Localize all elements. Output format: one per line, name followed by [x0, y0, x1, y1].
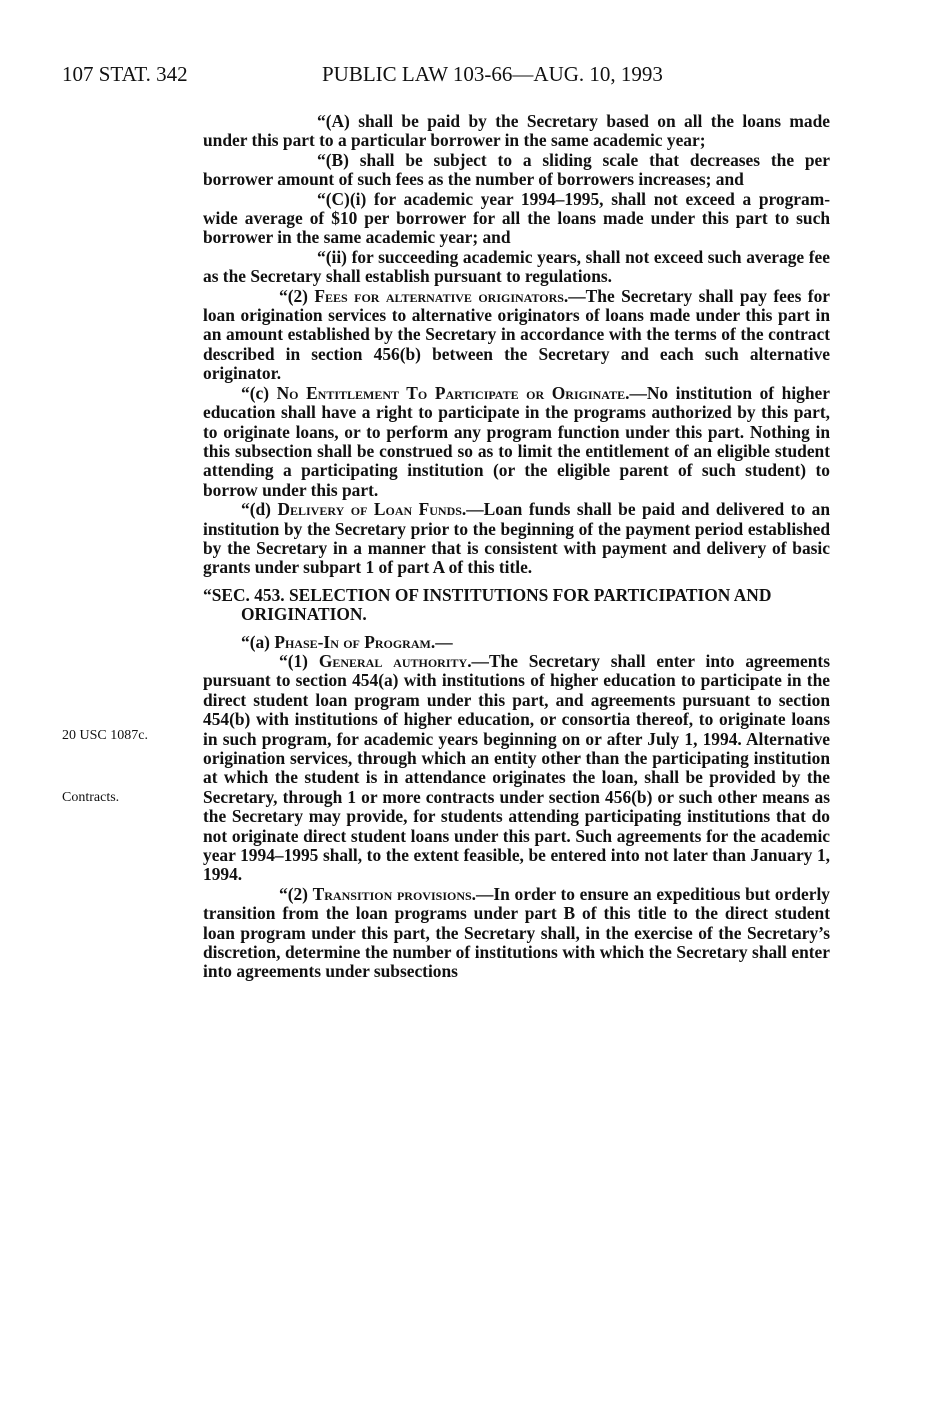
paragraph-heading: Fees for alternative originators. [314, 285, 569, 306]
paragraph-text: —The Secretary shall pay fees for loan origination services to alternative originators of loans made under this part in an amount established by the Secretary in accordance with the terms of the contract described in section 456(b) between the Secretary and each such alternative originator. [203, 285, 830, 384]
margin-note-contracts: Contracts. [62, 790, 120, 805]
paragraph-lead: “(2) [279, 285, 315, 306]
subsection-a-heading [203, 633, 830, 652]
subsection-c [203, 384, 830, 500]
paragraph-heading: Delivery of Loan Funds. [277, 499, 467, 520]
stat-page-number: 107 STAT. 342 [62, 62, 188, 86]
paragraph-lead: “(2) [279, 883, 313, 904]
paragraph-lead: “(c) [241, 382, 277, 403]
paragraph-text: —No institution of higher education shall have a right to participate in the programs authorized by this part, to originate loans, or to perform any program function under this part. Nothing in this subsection shall be construed so as to limit the entitlement of an eligible student attending a participating institution (or the eligible parent of such student) to borrow under this part. [203, 382, 830, 500]
paragraph-lead: “(1) [279, 650, 319, 671]
paragraph-text: —The Secretary shall enter into agreements pursuant to section 454(a) with institutions of higher education to participate in the direct student loan program under this part, and agreements pursuant to section 454(b) with institutions of higher education, or consortia thereof, to originate loans in such program, for academic years beginning on or after July 1, 1994. Alternative origination services, through which an entity other than the participating institution at which the student is in attendance originates the loan, shall be provided by the Secretary, through 1 or more contracts under section 456(b) or such other means as the Secretary may provide, for students attending participating institutions that do not originate direct student loans under this part. Such agreements for the academic year 1994–1995 shall, to the extent feasible, be entered into not later than January 1, 1994. [203, 650, 830, 885]
paragraph-b: “(B) shall be subject to a sliding scale that decreases the per borrower amount of such fees as the number of borrowers increases; and [203, 149, 830, 190]
section-heading-line2: ORIGINATION. [241, 604, 367, 625]
paragraph-text: — [435, 631, 453, 652]
paragraph-text: —Loan funds shall be paid and delivered to an institution by the Secretary prior to the beginning of the payment period established by the Secretary in a manner that is consistent with payment and delivery of basic grants under subpart 1 of part A of this title. [203, 499, 830, 578]
paragraph-a: “(A) shall be paid by the Secretary based on all the loans made under this part to a particular borrower in the same academic year; [203, 111, 830, 151]
paragraph-lead: “(a) [241, 631, 275, 652]
paragraph-heading: General authority. [318, 650, 472, 671]
statute-body [203, 112, 830, 982]
paragraph-c-i: “(C)(i) for academic year 1994–1995, shall not exceed a program-wide average of $10 per borrower for all the loans made under this part to such borrower in the same academic year; and [203, 188, 830, 248]
subsection-d [203, 500, 830, 578]
public-law-title: PUBLIC LAW 103-66—AUG. 10, 1993 [322, 62, 663, 86]
section-heading-line1: “SEC. 453. SELECTION OF INSTITUTIONS FOR PARTICIPATION AND [203, 584, 772, 605]
margin-note-usc: 20 USC 1087c. [62, 728, 148, 743]
paragraph-lead: “(d) [241, 499, 278, 520]
paragraph-heading: Phase-In of Program. [274, 631, 436, 652]
paragraph-heading: No Entitlement To Participate or Originate. [276, 382, 630, 403]
paragraph-1-general-authority [203, 652, 830, 885]
paragraph-c-ii: “(ii) for succeeding academic years, shall not exceed such average fee as the Secretary shall establish pursuant to regulations. [203, 246, 830, 287]
section-heading [203, 586, 830, 625]
paragraph-2-transition [203, 885, 830, 982]
paragraph-2-fees [203, 287, 830, 384]
running-header [62, 62, 822, 92]
paragraph-text: —In order to ensure an expeditious but orderly transition from the loan programs under part B of this title to the direct student loan program under this part, the Secretary shall, in the exercise of the Secretary’s discretion, determine the number of institutions with which the Secretary shall enter into agreements under subsections [203, 883, 830, 982]
paragraph-heading: Transition provisions. [312, 883, 477, 904]
